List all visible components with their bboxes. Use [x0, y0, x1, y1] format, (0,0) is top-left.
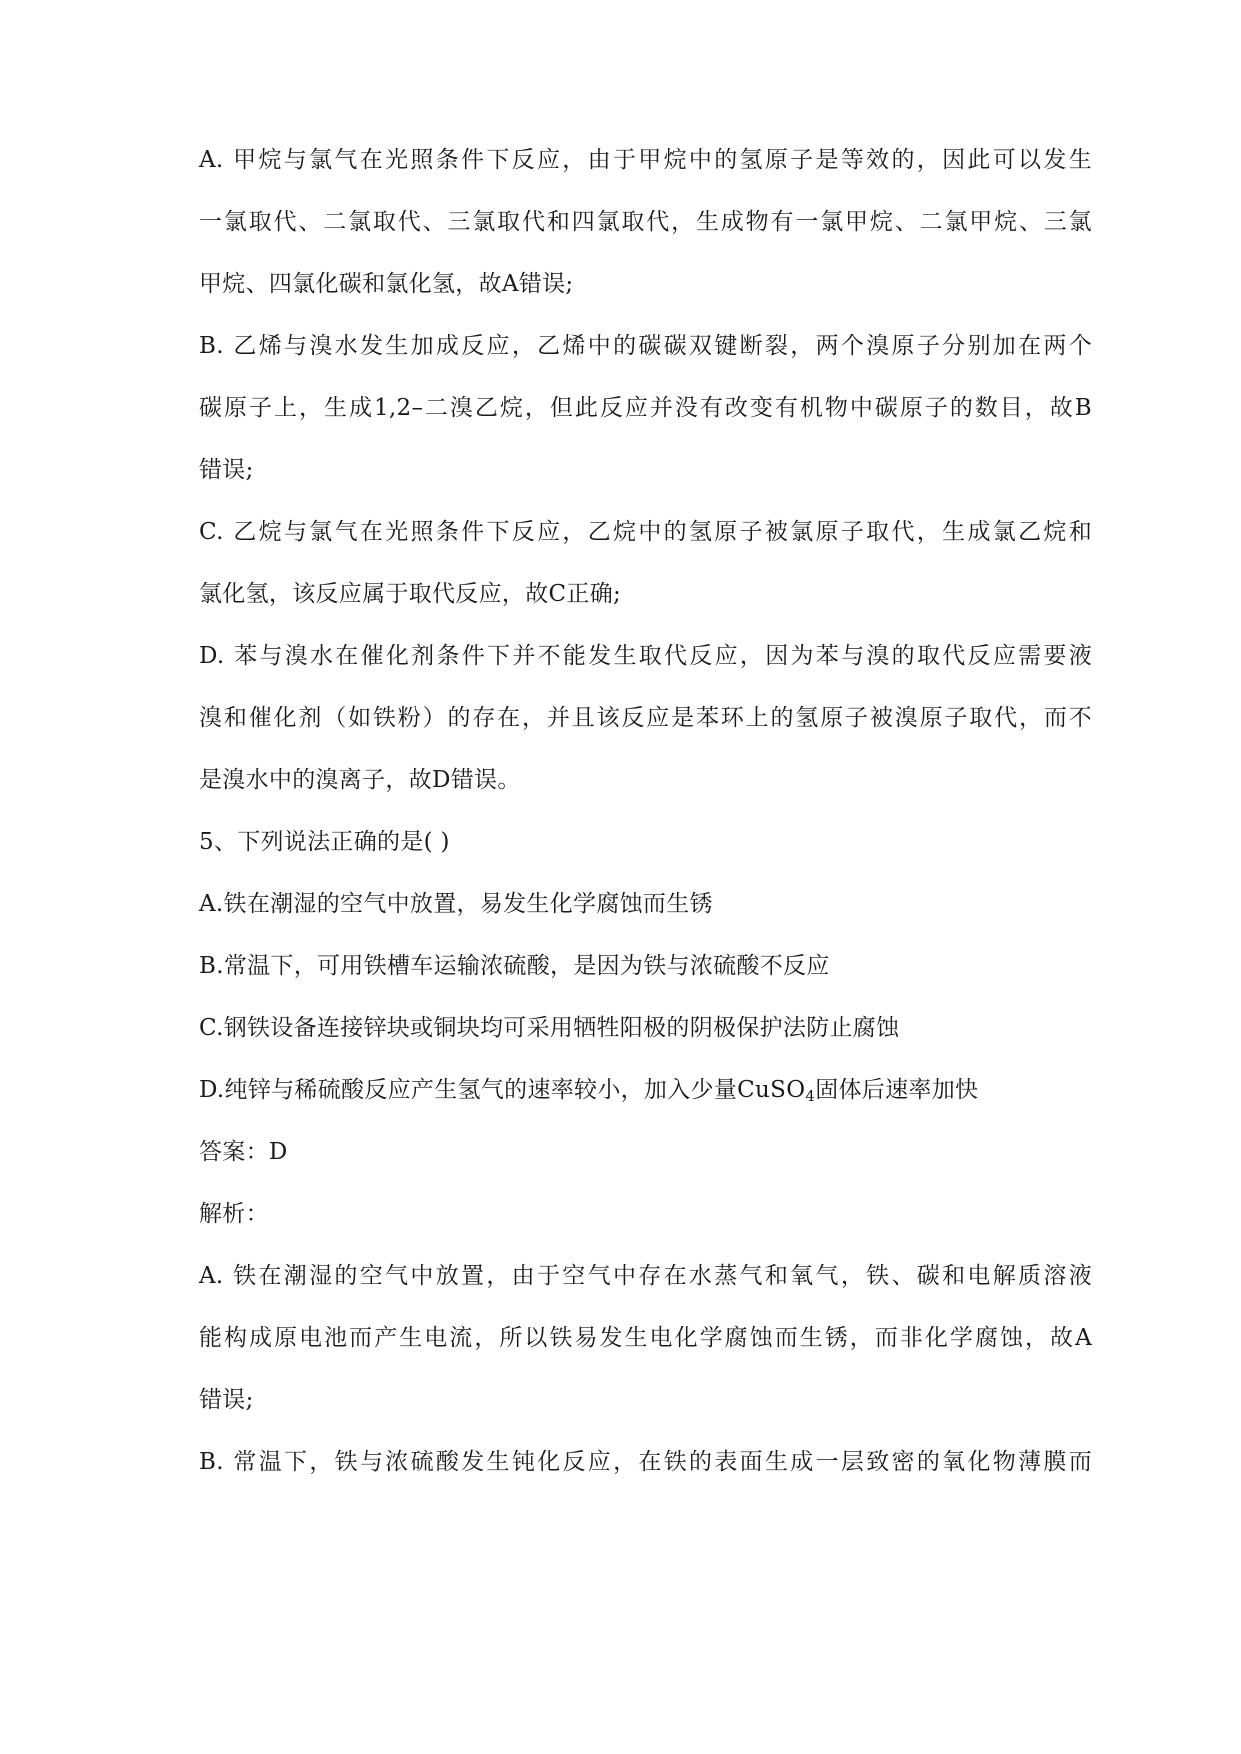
option-c: C.钢铁设备连接锌块或铜块均可采用牺牲阳极的阴极保护法防止腐蚀: [199, 1015, 900, 1041]
prev-analysis-a-line-2: 一氯取代、二氯取代、三氯取代和四氯取代，生成物有一氯甲烷、二氯甲烷、三氯: [199, 209, 1092, 235]
prev-analysis-d-line-1: D. 苯与溴水在催化剂条件下并不能发生取代反应，因为苯与溴的取代反应需要液: [199, 643, 1092, 669]
prev-analysis-a-line-3: 甲烷、四氯化碳和氯化氢，故A错误;: [199, 271, 574, 297]
prev-analysis-c-line-1: C. 乙烷与氯气在光照条件下反应，乙烷中的氢原子被氯原子取代，生成氯乙烷和: [199, 519, 1092, 545]
prev-analysis-b-line-2: 碳原子上，生成1,2–二溴乙烷，但此反应并没有改变有机物中碳原子的数目，故B: [199, 395, 1092, 421]
option-b: B.常温下，可用铁槽车运输浓硫酸，是因为铁与浓硫酸不反应: [199, 953, 830, 979]
option-d: [199, 1075, 978, 1105]
analysis-a-line-1: A. 铁在潮湿的空气中放置，由于空气中存在水蒸气和氧气，铁、碳和电解质溶液: [199, 1263, 1092, 1289]
answer: 答案：D: [199, 1139, 288, 1165]
option-d-text-end: 固体后速率加快: [815, 1077, 979, 1103]
analysis-label: 解析：: [199, 1201, 269, 1227]
question-stem: 5、下列说法正确的是( ): [199, 829, 450, 855]
prev-analysis-d-line-2: 溴和催化剂（如铁粉）的存在，并且该反应是苯环上的氢原子被溴原子取代，而不: [199, 705, 1092, 731]
option-a: A.铁在潮湿的空气中放置，易发生化学腐蚀而生锈: [199, 891, 713, 917]
option-d-subscript: 4: [805, 1087, 816, 1105]
prev-analysis-b-line-1: B. 乙烯与溴水发生加成反应，乙烯中的碳碳双键断裂，两个溴原子分别加在两个: [199, 333, 1092, 359]
prev-analysis-d-line-3: 是溴水中的溴离子，故D错误。: [199, 767, 521, 793]
prev-analysis-a-line-1: A. 甲烷与氯气在光照条件下反应，由于甲烷中的氢原子是等效的，因此可以发生: [199, 147, 1092, 173]
prev-analysis-c-line-2: 氯化氢，该反应属于取代反应，故C正确;: [199, 581, 622, 607]
prev-analysis-b-line-3: 错误;: [199, 457, 254, 483]
analysis-b-line-1: B. 常温下，铁与浓硫酸发生钝化反应，在铁的表面生成一层致密的氧化物薄膜而: [199, 1449, 1092, 1475]
analysis-a-line-3: 错误;: [199, 1387, 254, 1413]
option-d-text: D.纯锌与稀硫酸反应产生氢气的速率较小，加入少量CuSO: [199, 1077, 806, 1103]
analysis-a-line-2: 能构成原电池而产生电流，所以铁易发生电化学腐蚀而生锈，而非化学腐蚀，故A: [199, 1325, 1092, 1351]
